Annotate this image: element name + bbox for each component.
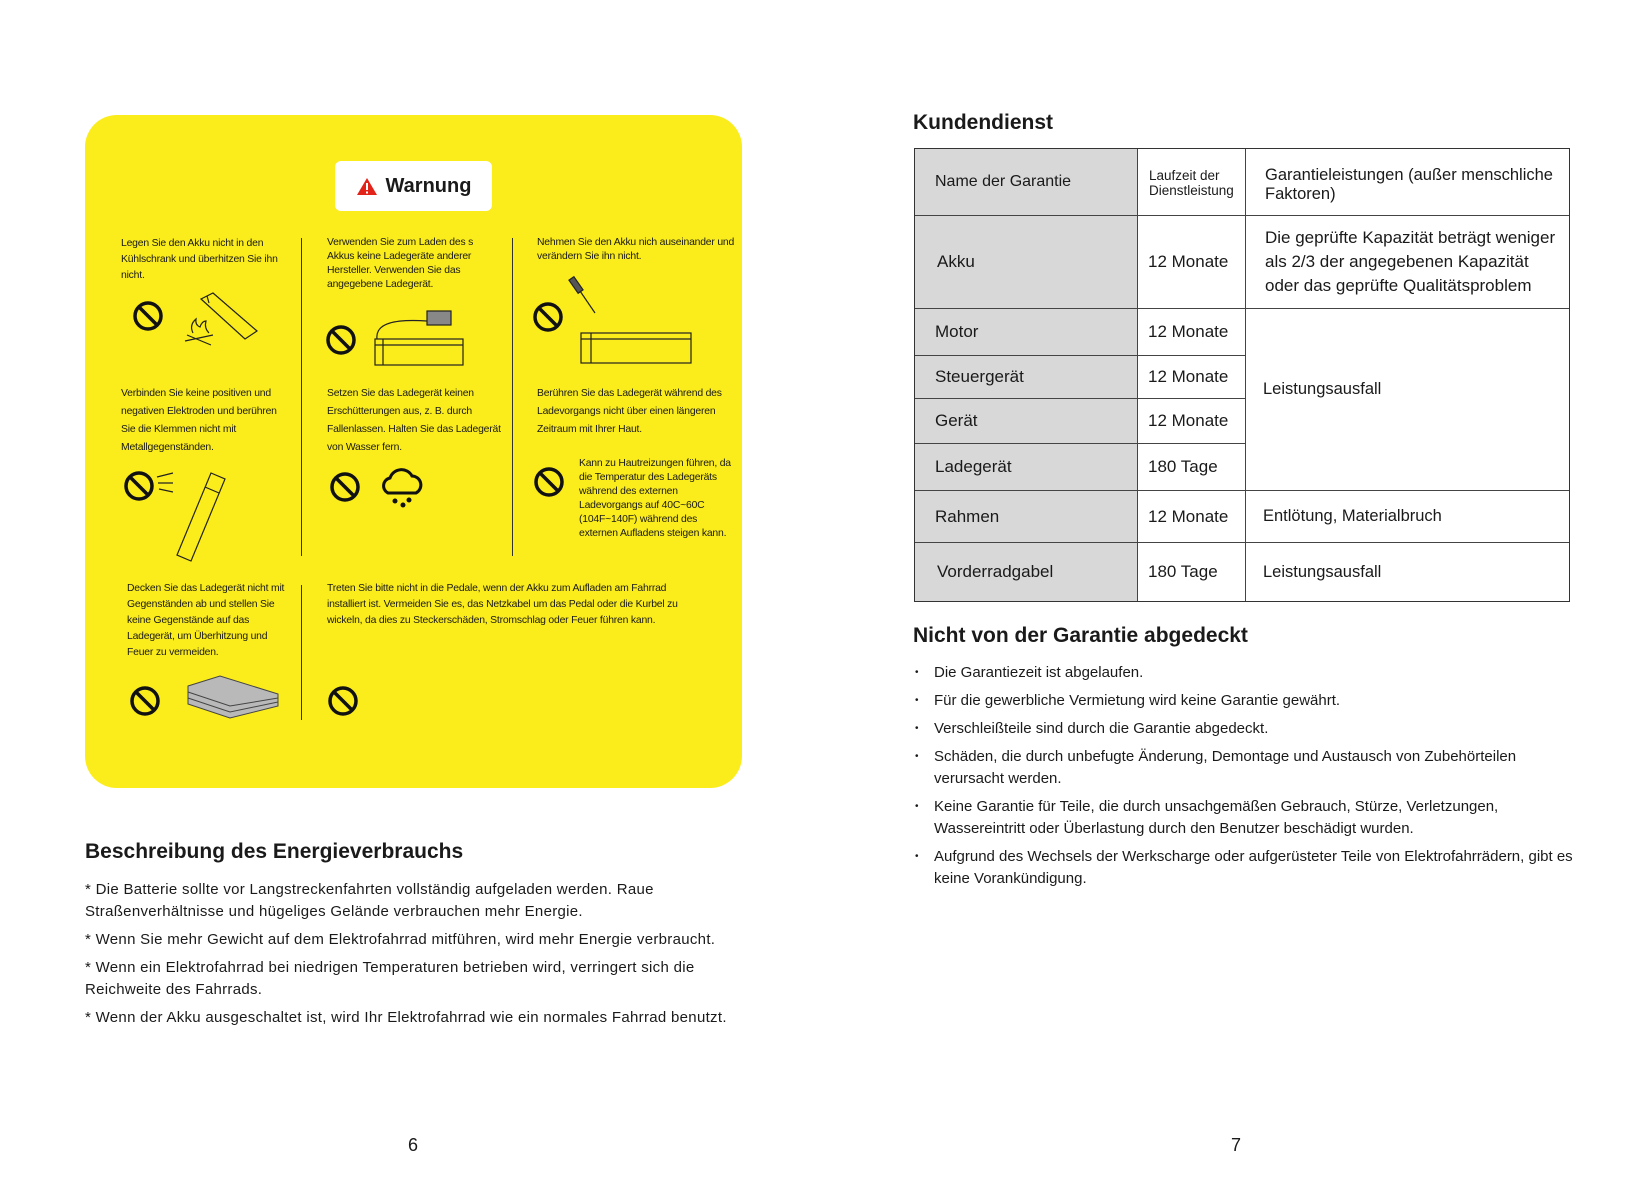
warning-text: Verwenden Sie zum Laden des s Akkus keine Ladegeräte anderer Hersteller. Verwenden Sie das angegebene Ladegerät.: [327, 237, 474, 290]
table-cell-coverage-merged: Leistungsausfall: [1263, 379, 1382, 398]
table-cell-coverage: Die geprüfte Kapazität beträgt weniger als 2/3 der angegebenen Kapazität oder das geprüfte Qualitätsproblem: [1265, 228, 1556, 295]
warning-badge-label: Warnung: [385, 174, 472, 197]
energy-item: * Die Batterie sollte vor Langstreckenfahrten vollständig aufgeladen werden. Raue Straßenverhältnisse und hügeliges Gelände verbrauchen mehr Energie.: [85, 881, 654, 920]
table-cell-name: Rahmen: [935, 506, 1000, 526]
prohibited-icon: [327, 685, 359, 717]
table-cell-name: Gerät: [935, 411, 978, 430]
warranty-table: [914, 148, 1570, 602]
energy-item: * Wenn Sie mehr Gewicht auf dem Elektrofahrrad mitführen, wird mehr Energie verbraucht.: [85, 931, 716, 948]
table-cell-duration: 12 Monate: [1148, 411, 1229, 430]
list-item: • Aufgrund des Wechsels der Werkscharge oder aufgerüsteter Teile von Elektrofahrrädern, gibt es keine Vorankündigung.: [914, 846, 1574, 890]
table-cell-duration: 180 Tage: [1148, 562, 1218, 581]
warning-text: Legen Sie den Akku nicht in den Kühlschrank und überhitzen Sie ihn nicht.: [121, 238, 278, 281]
screwdriver-battery-icon: [563, 275, 698, 367]
list-item: • Verschleißteile sind durch die Garantie abgedeckt.: [914, 718, 1574, 740]
warning-text: Nehmen Sie den Akku nich auseinander und verändern Sie ihn nicht.: [537, 237, 735, 262]
page-number: 6: [408, 1135, 419, 1155]
table-cell-name: Motor: [935, 322, 979, 341]
table-cell-duration: 12 Monate: [1148, 252, 1229, 271]
table-header-cell: Garantieleistungen (außer menschliche Faktoren): [1265, 166, 1553, 203]
warning-triangle-icon: [356, 177, 378, 196]
table-header-cell: Name der Garantie: [935, 173, 1072, 190]
battery-fire-icon: [179, 291, 259, 356]
table-cell-name: Akku: [937, 252, 975, 271]
table-cell-name: Steuergerät: [935, 367, 1024, 386]
warning-text: Berühren Sie das Ladegerät während des Ladevorgangs nicht über einen längeren Zeitraum mit Ihrer Haut.: [537, 388, 722, 435]
warning-text: Verbinden Sie keine positiven und negativen Elektroden und berühren Sie die Klemmen nicht mit Metallgegenständen.: [121, 388, 277, 453]
warning-badge: [335, 161, 492, 211]
table-header-cell: Laufzeit der Dienstleistung: [1149, 168, 1234, 198]
table-cell-duration: 180 Tage: [1148, 457, 1218, 476]
table-cell-coverage: Entlötung, Materialbruch: [1263, 507, 1442, 525]
list-item: • Die Garantiezeit ist abgelaufen.: [914, 662, 1574, 684]
table-cell-name: Ladegerät: [935, 457, 1012, 476]
rain-cloud-icon: [378, 465, 426, 510]
warning-text: Treten Sie bitte nicht in die Pedale, wenn der Akku zum Aufladen am Fahrrad installiert ist. Vermeiden Sie es, das Netzkabel um das Pedal oder die Kurbel zu wickeln, da dies zu Steckerschäden, Stromschlag oder Feuer führen kann.: [327, 583, 678, 626]
energy-item: * Wenn der Akku ausgeschaltet ist, wird Ihr Elektrofahrrad wie ein normales Fahrrad benutzt.: [85, 1009, 727, 1026]
battery-spark-icon: [155, 465, 245, 565]
prohibited-icon: [325, 324, 357, 356]
energy-title: Beschreibung des Energieverbrauchs: [85, 840, 464, 863]
warning-text: Kann zu Hautreizungen führen, da die Temperatur des Ladegeräts während des externen Ladevorgangs auf 40C~60C (104F~140F) während des externen Aufladens steigen kann.: [579, 458, 731, 539]
prohibited-icon: [132, 300, 164, 332]
list-item: • Keine Garantie für Teile, die durch unsachgemäßen Gebrauch, Stürze, Verletzungen, Wassereintritt oder Überlastung durch den Benutzer beschädigt wurden.: [914, 796, 1574, 840]
prohibited-icon: [532, 301, 564, 333]
divider: [301, 238, 302, 556]
not-covered-title: Nicht von der Garantie abgedeckt: [913, 624, 1248, 647]
prohibited-icon: [123, 470, 155, 502]
list-item: • Schäden, die durch unbefugte Änderung, Demontage und Austausch von Zubehörteilen verursacht werden.: [914, 746, 1574, 790]
warning-text: Setzen Sie das Ladegerät keinen Erschütterungen aus, z. B. durch Fallenlassen. Halten Sie das Ladegerät von Wasser fern.: [327, 388, 501, 453]
covered-charger-icon: [180, 672, 280, 722]
energy-list: [85, 879, 747, 1035]
prohibited-icon: [129, 685, 161, 717]
warning-text: Decken Sie das Ladegerät nicht mit Gegenständen ab und stellen Sie keine Gegenstände auf das Ladegerät, um Überhitzung und Feuer zu vermeiden.: [127, 583, 285, 658]
warning-panel: [85, 115, 742, 788]
service-title: Kundendienst: [913, 111, 1053, 134]
table-cell-name: Vorderradgabel: [937, 562, 1054, 581]
table-cell-duration: 12 Monate: [1148, 367, 1229, 386]
table-cell-duration: 12 Monate: [1148, 322, 1229, 341]
prohibited-icon: [329, 471, 361, 503]
table-line: [1137, 149, 1138, 601]
table-cell-duration: 12 Monate: [1148, 506, 1229, 526]
prohibited-icon: [533, 466, 565, 498]
divider: [301, 585, 302, 720]
page-number: 7: [1231, 1135, 1242, 1155]
table-cell-coverage: Leistungsausfall: [1263, 562, 1382, 581]
not-covered-list: [914, 662, 1574, 896]
charger-battery-icon: [365, 309, 475, 374]
list-item: • Für die gewerbliche Vermietung wird keine Garantie gewährt.: [914, 690, 1574, 712]
energy-item: * Wenn ein Elektrofahrrad bei niedrigen Temperaturen betrieben wird, verringert sich die Reichweite des Fahrrads.: [85, 959, 695, 998]
divider: [512, 238, 513, 556]
table-line: [1245, 149, 1246, 601]
